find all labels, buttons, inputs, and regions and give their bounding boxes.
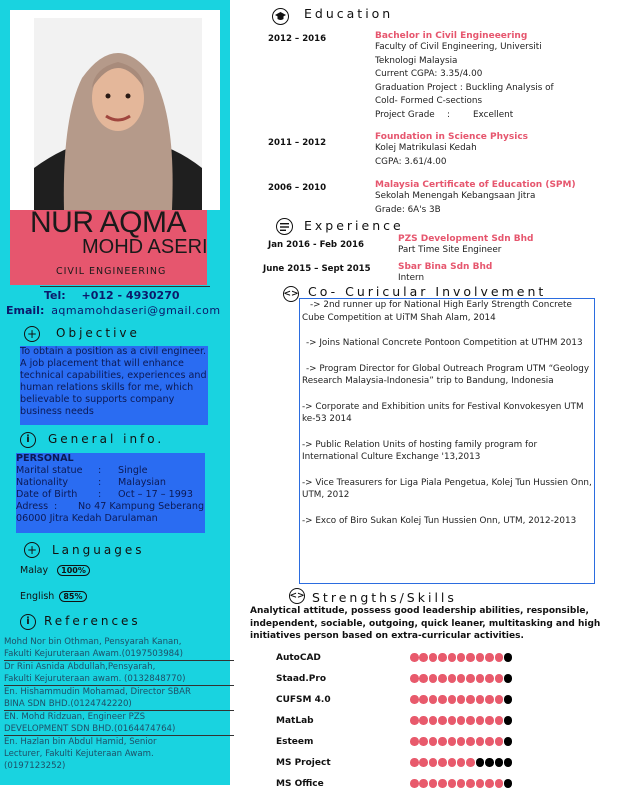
rating-dot <box>476 674 485 683</box>
code-icon: <> <box>283 286 299 302</box>
rating-dot <box>429 779 438 788</box>
rating-dot <box>448 716 457 725</box>
plus-icon: + <box>24 326 40 342</box>
rating-dot <box>438 653 447 662</box>
rating-dot <box>410 779 419 788</box>
skill-rating <box>410 674 513 683</box>
rating-dot <box>466 674 475 683</box>
rating-dot <box>504 758 513 767</box>
rating-dot <box>448 737 457 746</box>
rating-dot <box>410 737 419 746</box>
plus-icon: + <box>24 542 40 558</box>
name-first: NUR AQMA <box>30 206 187 239</box>
rating-dot <box>429 737 438 746</box>
cocurricular-list <box>302 299 592 527</box>
code-icon: <> <box>289 588 305 604</box>
experience-date: June 2015 – Sept 2015 <box>263 264 371 274</box>
email-row <box>6 304 221 317</box>
info-row: Date of Birth : Oct – 17 – 1993 <box>16 489 194 500</box>
tel-row <box>44 289 180 302</box>
rating-dot <box>438 737 447 746</box>
education-date: 2006 – 2010 <box>268 183 327 193</box>
rating-dot <box>466 653 475 662</box>
info-icon: i <box>20 432 36 448</box>
divider <box>40 286 210 287</box>
experience-title: Experience <box>304 218 404 233</box>
rating-dot <box>485 695 494 704</box>
rating-dot <box>448 674 457 683</box>
tel-value: +012 - 4930270 <box>81 289 180 302</box>
references-title: References <box>44 614 141 628</box>
job-title: CIVIL ENGINEERING <box>56 266 167 277</box>
rating-dot <box>419 653 428 662</box>
rating-dot <box>466 716 475 725</box>
list-item: -> Exco of Biro Sukan Kolej Tun Hussien Onn, UTM, 2012-2013 <box>302 515 577 526</box>
rating-dot <box>438 695 447 704</box>
rating-dot <box>476 779 485 788</box>
languages-title: Languages <box>52 543 145 557</box>
rating-dot <box>419 758 428 767</box>
rating-dot <box>466 758 475 767</box>
rating-dot <box>457 716 466 725</box>
list-item: -> Public Relation Units of hosting family program for International Culture Exchange '13,2013 <box>302 439 538 462</box>
objective-text: To obtain a position as a civil engineer. A job placement that will enhance technical capabilities, experiences and human relations skills for me, which believable to supports company business needs <box>20 346 208 425</box>
rating-dot <box>485 779 494 788</box>
rating-dot <box>485 674 494 683</box>
rating-dot <box>504 653 513 662</box>
rating-dot <box>457 674 466 683</box>
rating-dot <box>429 716 438 725</box>
rating-dot <box>485 653 494 662</box>
rating-dot <box>410 653 419 662</box>
experience-item: PZS Development Sdn Bhd Part Time Site Engineer <box>398 234 534 255</box>
list-item: -> Program Director for Global Outreach Program UTM “Geology Research Malaysia-Indonesia” trip to Bandung, Indonesia <box>302 363 590 386</box>
rating-dot <box>448 779 457 788</box>
rating-dot <box>438 779 447 788</box>
education-item: Bachelor in Civil Engineeering Faculty of Civil Engineering, Universiti Teknologi Malaysia Current CGPA: 3.35/4.00 Graduation Project : Buckling Analysis of Cold- Formed C-sections Project Grade : Excellent <box>375 31 554 120</box>
general-title: General info. <box>48 432 165 446</box>
rating-dot <box>476 716 485 725</box>
rating-dot <box>495 779 504 788</box>
rating-dot <box>495 674 504 683</box>
skill-rating <box>410 758 513 767</box>
rating-dot <box>466 695 475 704</box>
skill-row <box>276 731 513 752</box>
rating-dot <box>419 779 428 788</box>
profile-photo <box>34 18 202 210</box>
experience-item: Sbar Bina Sdn Bhd Intern <box>398 262 493 283</box>
rating-dot <box>410 758 419 767</box>
skill-row <box>276 752 513 773</box>
education-date: 2011 – 2012 <box>268 138 327 148</box>
rating-dot <box>485 758 494 767</box>
list-icon <box>276 218 293 235</box>
skill-name: MS Project <box>276 757 331 768</box>
rating-dot <box>438 674 447 683</box>
list-item: -> Corporate and Exhibition units for Festival Konvokesyen UTM ke-53 2014 <box>302 401 584 424</box>
reference-item: Mohd Nor bin Othman, Pensyarah Kanan, Fakulti Kejuruteraan Awam.(0197503984) <box>4 636 234 661</box>
info-icon: i <box>20 614 36 630</box>
language-english: English 85% <box>20 591 87 602</box>
rating-dot <box>504 737 513 746</box>
rating-dot <box>429 653 438 662</box>
skill-row <box>276 668 513 689</box>
objective-title: Objective <box>56 326 140 340</box>
skill-rating <box>410 716 513 725</box>
general-info-box <box>16 453 205 533</box>
rating-dot <box>448 695 457 704</box>
skill-row <box>276 689 513 710</box>
rating-dot <box>466 779 475 788</box>
skill-name: AutoCAD <box>276 652 321 663</box>
rating-dot <box>448 653 457 662</box>
skill-rating <box>410 737 513 746</box>
rating-dot <box>429 674 438 683</box>
rating-dot <box>476 653 485 662</box>
email-value[interactable]: aqmamohdaseri@gmail.com <box>51 304 221 317</box>
education-item: Malaysia Certificate of Education (SPM) Sekolah Menengah Kebangsaan Jitra Grade: 6A's 3B <box>375 180 576 215</box>
skill-row <box>276 773 513 794</box>
rating-dot <box>457 779 466 788</box>
rating-dot <box>495 716 504 725</box>
skills-list <box>276 647 513 794</box>
skill-rating <box>410 653 513 662</box>
rating-dot <box>495 758 504 767</box>
list-item: -> Vice Treasurers for Liga Piala Pengetua, Kolej Tun Hussien Onn, UTM, 2012 <box>302 477 592 500</box>
rating-dot <box>495 737 504 746</box>
rating-dot <box>438 758 447 767</box>
rating-dot <box>438 716 447 725</box>
language-malay: Malay 100% <box>20 565 90 576</box>
skill-name: MatLab <box>276 715 314 726</box>
rating-dot <box>457 758 466 767</box>
rating-dot <box>419 716 428 725</box>
reference-item: En. Hishammudin Mohamad, Director SBAR BINA SDN BHD.(0124742220) <box>4 686 234 711</box>
rating-dot <box>419 695 428 704</box>
education-date: 2012 – 2016 <box>268 34 327 44</box>
skill-name: MS Office <box>276 778 324 789</box>
reference-item: Dr Rini Asnida Abdullah,Pensyarah, Fakulti Kejuruteraan awam. (0132848770) <box>4 661 234 686</box>
info-row: Nationality : Malaysian <box>16 477 167 488</box>
reference-item: EN. Mohd Ridzuan, Engineer PZS DEVELOPMENT SDN BHD.(0164474764) <box>4 711 234 736</box>
list-item: -> Joins National Concrete Pontoon Competition at UTHM 2013 <box>306 338 583 348</box>
name-last: MOHD ASERI <box>82 236 208 258</box>
skill-rating <box>410 779 513 788</box>
reference-item: En. Hazlan bin Abdul Hamid, Senior Lecturer, Fakulti Kejuteraan Awam. (0197123252) <box>4 737 157 771</box>
rating-dot <box>457 737 466 746</box>
list-item: -> 2nd runner up for National High Early Strength Concrete Cube Competition at UiTM Shah Alam, 2014 <box>302 300 572 323</box>
skill-rating <box>410 695 513 704</box>
info-row: Marital statue : Single <box>16 465 148 476</box>
rating-dot <box>485 716 494 725</box>
skill-row <box>276 647 513 668</box>
rating-dot <box>466 737 475 746</box>
email-label: Email: <box>6 304 45 317</box>
rating-dot <box>504 674 513 683</box>
references-list <box>4 636 234 772</box>
rating-dot <box>476 758 485 767</box>
rating-dot <box>504 779 513 788</box>
rating-dot <box>410 695 419 704</box>
rating-dot <box>476 737 485 746</box>
skill-name: Esteem <box>276 736 314 747</box>
address-line2: 06000 Jitra Kedah Darulaman <box>16 513 158 524</box>
rating-dot <box>419 737 428 746</box>
education-item: Foundation in Science Physics Kolej Matrikulasi Kedah CGPA: 3.61/4.00 <box>375 132 529 167</box>
graduation-cap-icon <box>272 8 289 25</box>
experience-date: Jan 2016 - Feb 2016 <box>268 240 364 250</box>
address-row: Adress : No 47 Kampung Seberang <box>16 501 205 512</box>
rating-dot <box>429 695 438 704</box>
skill-row <box>276 710 513 731</box>
rating-dot <box>457 653 466 662</box>
language-level-badge: 100% <box>57 565 90 576</box>
rating-dot <box>448 758 457 767</box>
rating-dot <box>504 695 513 704</box>
rating-dot <box>410 716 419 725</box>
rating-dot <box>419 674 428 683</box>
rating-dot <box>504 716 513 725</box>
language-level-badge: 85% <box>59 591 86 602</box>
strengths-title: Strengths/Skills <box>312 590 457 605</box>
cocurricular-title: Co- Curicular Involvement <box>308 284 547 299</box>
rating-dot <box>476 695 485 704</box>
skill-name: Staad.Pro <box>276 673 327 684</box>
rating-dot <box>485 737 494 746</box>
rating-dot <box>410 674 419 683</box>
personal-heading: PERSONAL <box>16 453 74 464</box>
education-title: Education <box>304 6 394 21</box>
strengths-summary: Analytical attitude, possess good leadership abilities, responsible, independent, sociable, outgoing, quick leaner, multitasking and high initiatives person based on extra-curricular activities. <box>250 606 601 641</box>
rating-dot <box>495 653 504 662</box>
skill-name: CUFSM 4.0 <box>276 694 331 705</box>
rating-dot <box>457 695 466 704</box>
tel-label: Tel: <box>44 289 66 302</box>
rating-dot <box>429 758 438 767</box>
rating-dot <box>495 695 504 704</box>
